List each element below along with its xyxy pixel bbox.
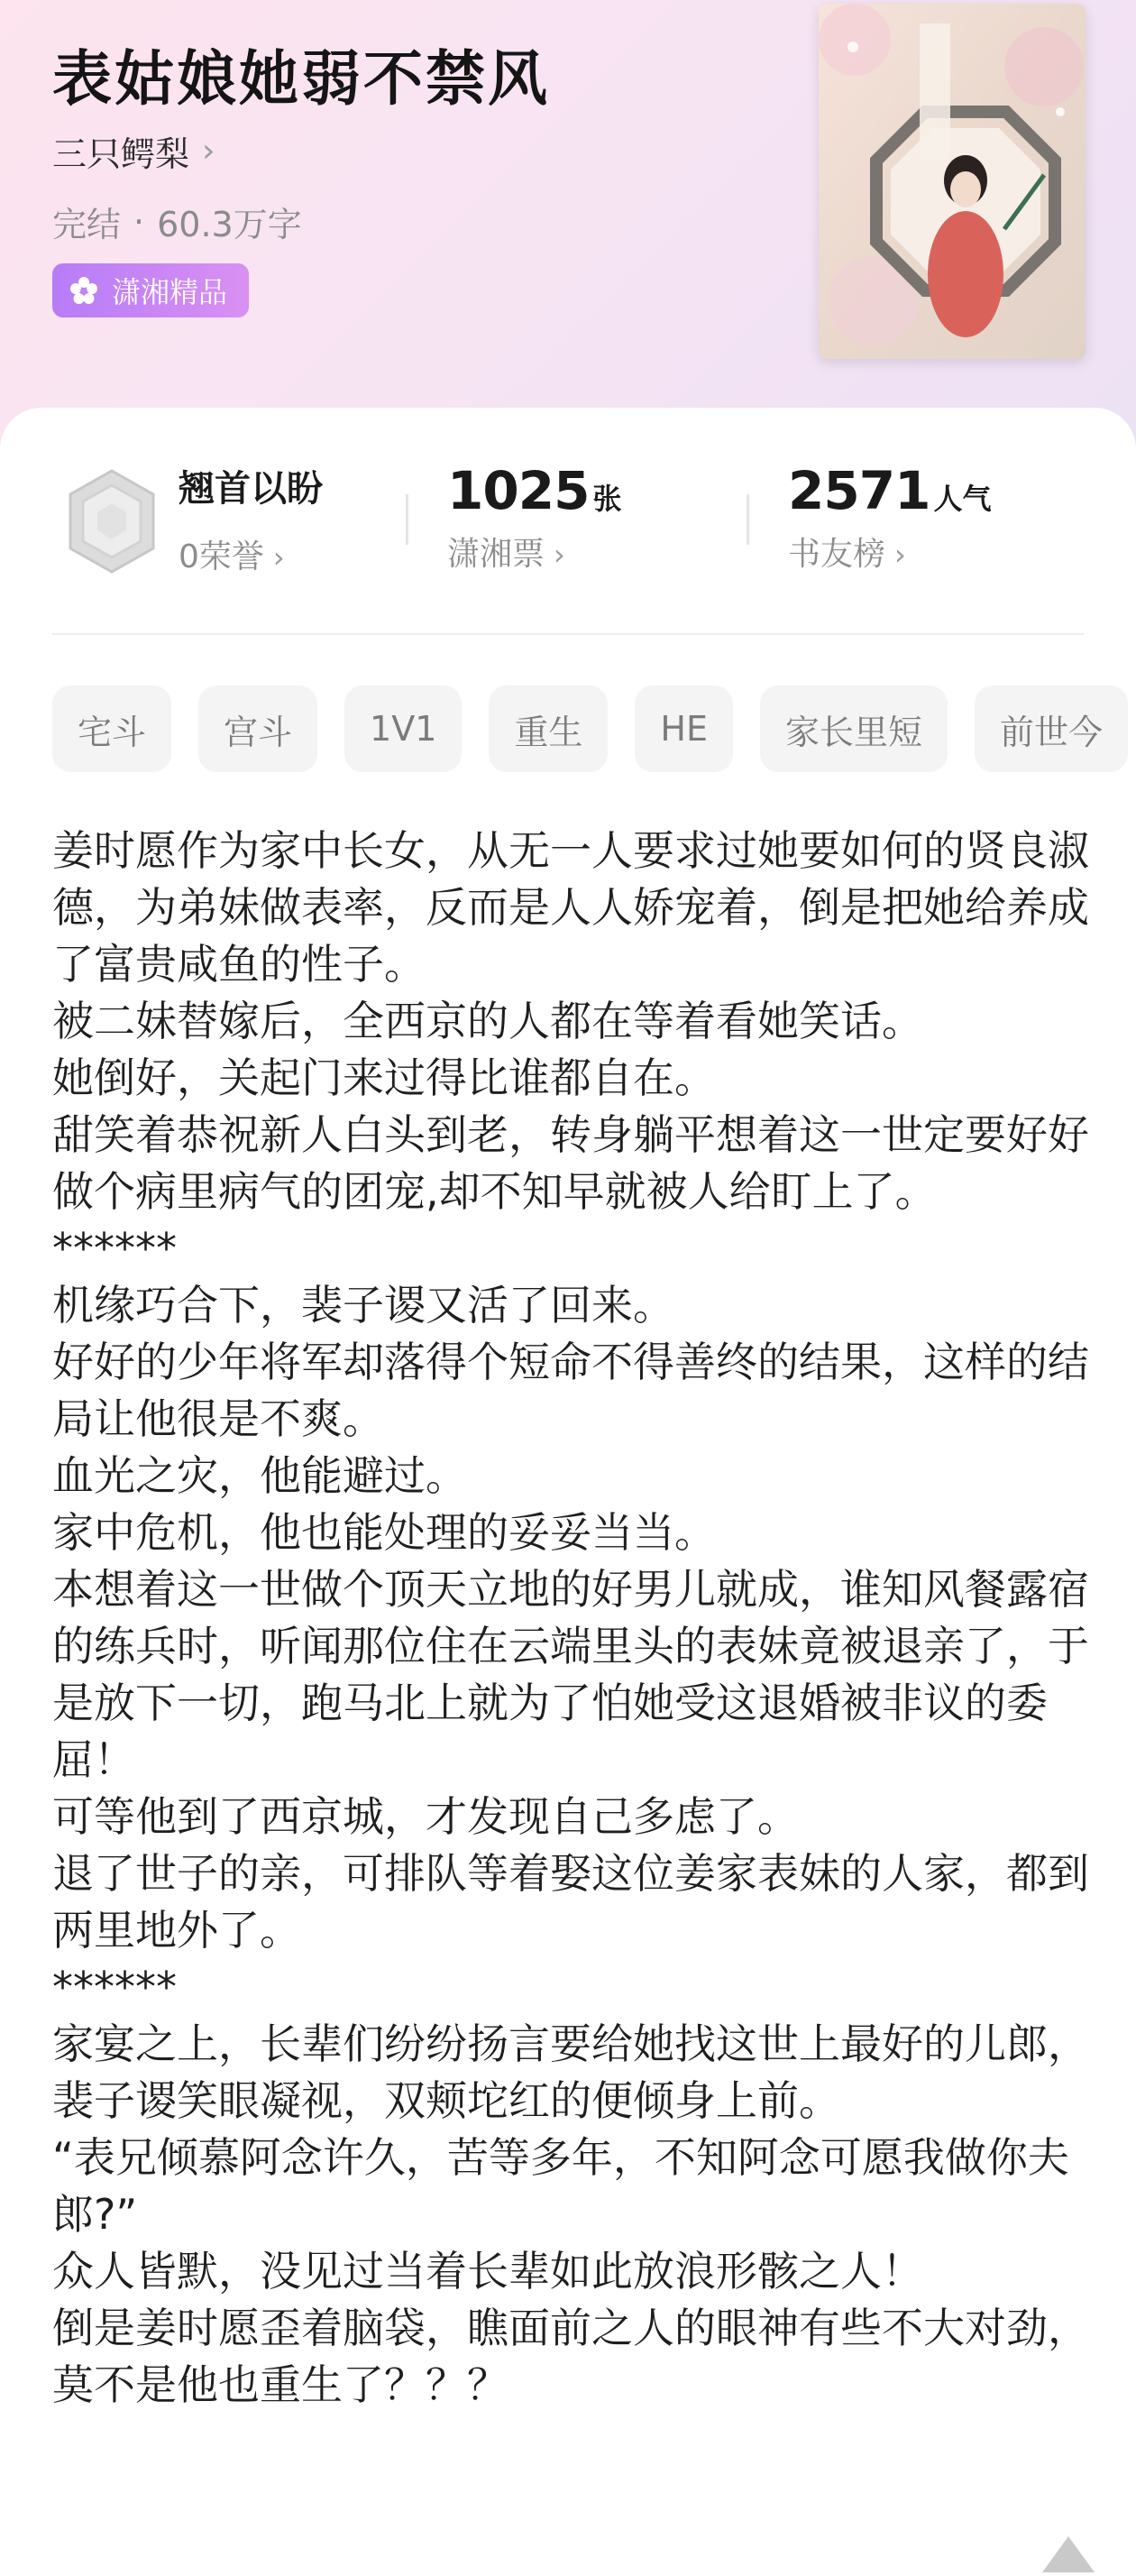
stat-tickets[interactable] [447,460,621,575]
book-cover[interactable] [819,4,1086,359]
popularity-value-row [788,460,991,521]
tag-chip[interactable]: 宅斗 [52,685,171,772]
chevron-right-icon: › [894,538,906,572]
synopsis-separator: ****** [52,1963,177,2011]
honor-sub: 0荣誉 [179,538,264,575]
tickets-value: 1025 [447,460,590,521]
synopsis-line: 众人皆默，没见过当着长辈如此放浪形骸之人！ [52,2247,923,2295]
synopsis-line: 家宴之上，长辈们纷纷扬言要给她找这世上最好的儿郎，裴子谡笑眼凝视，双颊坨红的便倾身上前。 [52,2019,1089,2125]
tickets-unit: 张 [592,482,622,516]
synopsis-line: 她倒好，关起门来过得比谁都自在。 [52,1053,716,1102]
book-detail-card [0,408,1136,2576]
tag-chip[interactable]: 重生 [489,685,608,772]
book-title: 表姑娘她弱不禁风 [52,44,550,114]
synopsis-line: 家中危机，他也能处理的妥妥当当。 [52,1508,716,1557]
author-link[interactable] [52,126,215,176]
hexagon-medal-icon [65,467,159,575]
popularity-unit: 人气 [933,482,992,516]
synopsis-line: 被二妹替嫁后，全西京的人都在等着看她笑话。 [52,997,923,1045]
synopsis-line: 血光之灾，他能避过。 [52,1451,467,1500]
flower-icon [69,275,99,306]
synopsis-line: 机缘巧合下，裴子谡又活了回来。 [52,1281,674,1329]
book-cover-art [819,4,1086,359]
synopsis-line: “表兄倾慕阿念许久，苦等多年，不知阿念可愿我做你夫郎?” [52,2133,1069,2239]
tickets-sub-row [447,529,621,575]
premium-badge[interactable] [52,263,249,317]
word-count: 60.3万字 [157,205,302,244]
synopsis-line: 本想着这一世做个顶天立地的好男儿就成，谁知风餐露宿的练兵时，听闻那位住在云端里头的表妹竟被退亲了，于是放下一切，跑马北上就为了怕她受这退婚被非议的委屈！ [52,1565,1089,1784]
chevron-right-icon: › [554,538,565,572]
honor-sub-row [179,531,323,577]
book-header [0,0,1136,469]
stats-row [0,408,1136,633]
popularity-value: 2571 [788,460,930,521]
premium-badge-label: 潇湘精品 [112,275,228,309]
synopsis-separator: ****** [52,1224,177,1273]
author-name: 三只鳄梨 [52,134,190,174]
book-synopsis [52,823,1089,2414]
synopsis-line: 姜时愿作为家中长女，从无一人要求过她要如何的贤良淑德，为弟妹做表率，反而是人人娇宠着，倒是把她给养成了富贵咸鱼的性子。 [52,826,1089,989]
tickets-sub: 潇湘票 [447,536,545,573]
section-divider [52,633,1084,635]
tag-chip[interactable]: 家长里短 [760,685,948,772]
synopsis-line: 甜笑着恭祝新人白头到老，转身躺平想着这一世定要好好做个病里病气的团宠,却不知早就被人给盯上了。 [52,1110,1089,1216]
book-meta [52,197,302,246]
popularity-sub: 书友榜 [788,536,886,573]
synopsis-line: 好好的少年将军却落得个短命不得善终的结果，这样的结局让他很是不爽。 [52,1338,1089,1443]
scroll-up-icon[interactable] [1037,2529,1100,2576]
divider [406,494,408,545]
tag-chip[interactable]: HE [635,685,733,772]
stat-honor[interactable] [179,460,323,577]
tag-chip[interactable]: 1V1 [344,685,462,772]
honor-title: 翘首以盼 [179,468,323,510]
tag-chip[interactable]: 前世今 [975,685,1128,772]
synopsis-line: 可等他到了西京城，才发现自己多虑了。 [52,1792,799,1841]
popularity-sub-row [788,529,991,575]
chevron-right-icon: › [202,133,215,170]
divider [747,494,749,545]
synopsis-line: 倒是姜时愿歪着脑袋，瞧面前之人的眼神有些不大对劲，莫不是他也重生了？？？ [52,2304,1089,2409]
book-status: 完结 [52,205,122,244]
tag-list [52,685,1128,772]
chevron-right-icon: › [272,540,285,575]
separator-dot: · [133,201,145,242]
synopsis-line: 退了世子的亲，可排队等着娶这位姜家表妹的人家，都到两里地外了。 [52,1849,1089,1955]
stat-popularity[interactable] [788,460,991,575]
tickets-value-row [447,460,621,521]
tag-chip[interactable]: 宫斗 [198,685,317,772]
